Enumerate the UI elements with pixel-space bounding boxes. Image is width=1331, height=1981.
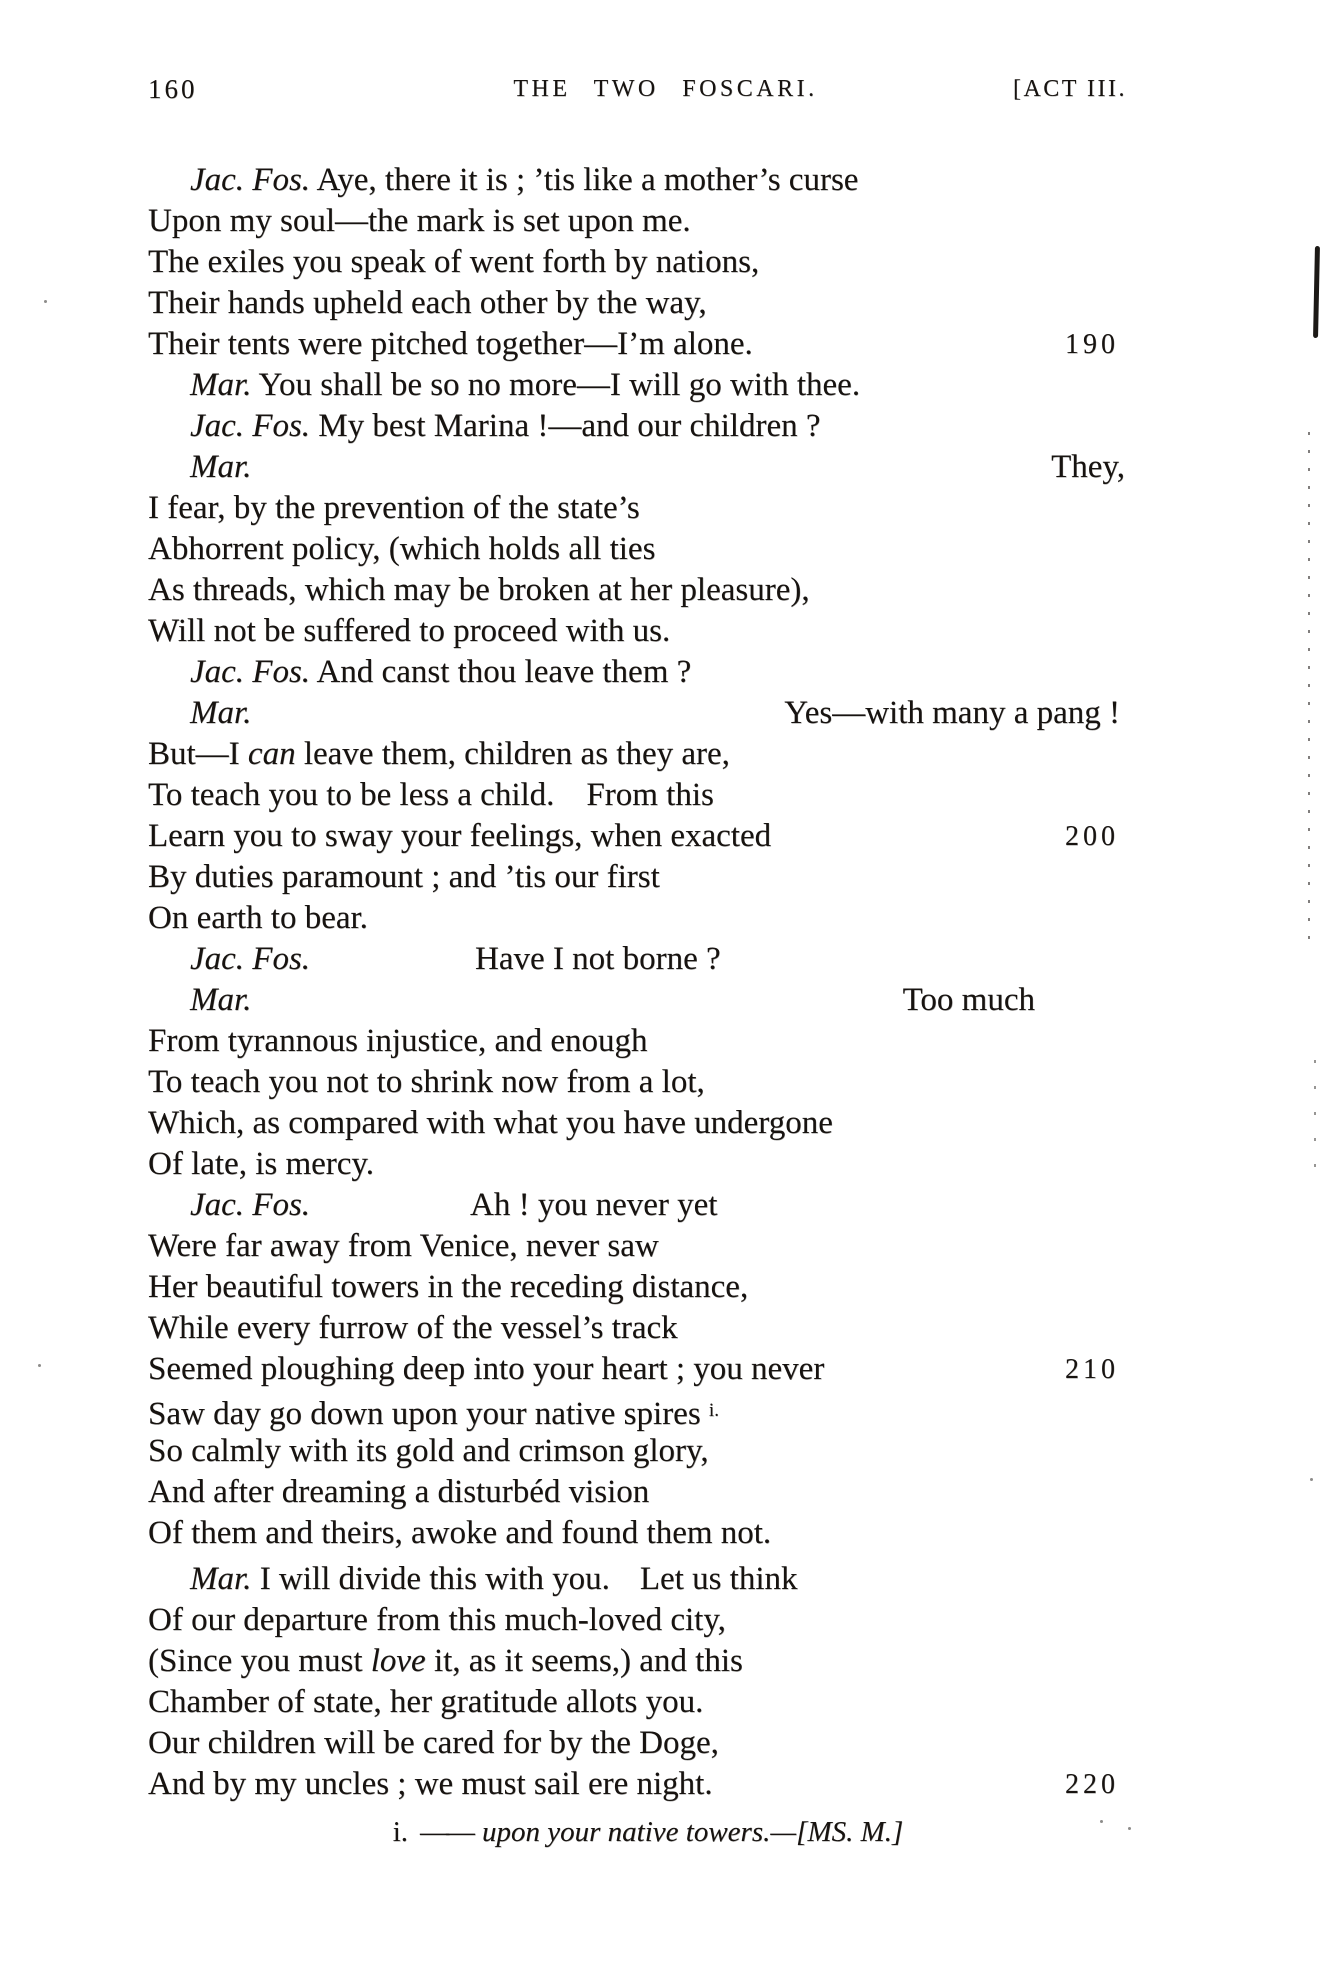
verse-line (148, 816, 1148, 857)
tab-space (554, 804, 586, 805)
verse-line (148, 1431, 1148, 1472)
speaker-label: Mar. (190, 695, 252, 731)
verse-text: Have I not borne ? (475, 941, 721, 977)
tab-space (610, 1588, 640, 1589)
verse-text: From this (586, 777, 714, 813)
verse-line (148, 1723, 1148, 1764)
verse-text: And canst thou leave them ? (310, 654, 692, 690)
verse-text: To teach you not to shrink now from a lot, (148, 1064, 705, 1100)
verse-text: Chamber of state, her gratitude allots you. (148, 1684, 704, 1720)
speaker-label: Jac. Fos. (190, 162, 311, 198)
verse-text-right: They, (1051, 449, 1125, 485)
verse-text: While every furrow of the vessel’s track (148, 1310, 678, 1346)
scan-artifact (44, 300, 47, 303)
speaker-label: Jac. Fos. (190, 941, 311, 977)
verse-line (148, 980, 1148, 1021)
verse-text: Let us think (639, 1561, 798, 1597)
footnote-dash: —— (420, 1816, 473, 1848)
tab-space (310, 968, 475, 969)
scan-artifact (1313, 246, 1320, 338)
tab-space (310, 1214, 470, 1215)
verse-text: Ah ! you never yet (470, 1187, 718, 1223)
speaker-label: Mar. (190, 982, 252, 1018)
verse-text: Of late, is mercy. (148, 1146, 375, 1182)
verse-line (148, 201, 1148, 242)
verse-line (148, 406, 1148, 447)
verse-text: Of our departure from this much-loved city, (148, 1602, 726, 1638)
verse-text: Seemed ploughing deep into your heart ; you never (148, 1351, 825, 1387)
verse-text: From tyrannous injustice, and enough (148, 1023, 648, 1059)
scan-artifact (1100, 1820, 1103, 1823)
scan-artifact (38, 1364, 41, 1367)
verse-text: And after dreaming a disturbéd vision (148, 1474, 650, 1510)
verse-text: Were far away from Venice, never saw (148, 1228, 659, 1264)
verse-line (148, 693, 1148, 734)
verse-text: By duties paramount ; and ’tis our first (148, 859, 660, 895)
speaker-label: Mar. (190, 1561, 252, 1597)
verse-text: Upon my soul—the mark is set upon me. (148, 203, 691, 239)
verse-text-right: Too much (902, 982, 1035, 1018)
verse-line (148, 1185, 1148, 1226)
verse-text: Our children will be cared for by the Doge, (148, 1725, 719, 1761)
verse-text: Their tents were pitched together—I’m alone. (148, 326, 753, 362)
verse-line (148, 1267, 1148, 1308)
verse-text: Learn you to sway your feelings, when exacted (148, 818, 772, 854)
line-number: 210 (1065, 1354, 1119, 1385)
verse-line (148, 1103, 1148, 1144)
speaker-label: Jac. Fos. (190, 654, 311, 690)
verse-line (148, 283, 1148, 324)
footnote-reference: i. (708, 1400, 719, 1421)
verse-text: And by my uncles ; we must sail ere night. (148, 1766, 713, 1802)
verse-line (148, 529, 1148, 570)
verse-line (148, 447, 1148, 488)
verse-text: I will divide this with you. (251, 1561, 610, 1597)
verse-line (148, 1308, 1148, 1349)
scan-artifact (1310, 1478, 1313, 1481)
verse-text: (Since you must (148, 1643, 371, 1679)
footnote-text: upon your native towers. (482, 1816, 771, 1848)
verse-text: Saw day go down upon your native spires (148, 1396, 709, 1432)
verse-text: Her beautiful towers in the receding distance, (148, 1269, 749, 1305)
verse-text: Abhorrent policy, (which holds all ties (148, 531, 656, 567)
speaker-label: Jac. Fos. (190, 408, 311, 444)
footnote (148, 1816, 1148, 1849)
verse-line (148, 570, 1148, 611)
verse-text: I fear, by the prevention of the state’s (148, 490, 640, 526)
verse-line (148, 734, 1148, 775)
verse-text: But—I (148, 736, 248, 772)
verse-text: Will not be suffered to proceed with us. (148, 613, 671, 649)
verse-line (148, 1600, 1148, 1641)
verse-line (148, 1472, 1148, 1513)
verse-text: On earth to bear. (148, 900, 368, 936)
verse-line (148, 1062, 1148, 1103)
verse-line (148, 1682, 1148, 1723)
verse-text: The exiles you speak of went forth by nations, (148, 244, 760, 280)
speaker-label: Mar. (190, 367, 252, 403)
verse-text: can (247, 736, 296, 772)
verse-line (148, 898, 1148, 939)
verse-text: Which, as compared with what you have undergone (148, 1105, 833, 1141)
verse-text: So calmly with its gold and crimson glory, (148, 1433, 709, 1469)
running-title: THE TWO FOSCARI. (513, 76, 818, 102)
speaker-label: Mar. (190, 449, 252, 485)
verse-text: Aye, there it is ; ’tis like a mother’s curse (310, 162, 859, 198)
verse-line (148, 488, 1148, 529)
verse-text: Their hands upheld each other by the way, (148, 285, 707, 321)
verse-text: As threads, which may be broken at her pleasure), (148, 572, 810, 608)
verse-line (148, 1764, 1148, 1805)
verse-line (148, 324, 1148, 365)
verse-line (148, 1390, 1148, 1431)
verse-line (148, 242, 1148, 283)
verse-line (148, 857, 1148, 898)
scan-artifact (1308, 432, 1310, 952)
verse-line (148, 1144, 1148, 1185)
speaker-label: Jac. Fos. (190, 1187, 311, 1223)
verse-text: leave them, children as they are, (295, 736, 730, 772)
verse-text: To teach you to be less a child. (148, 777, 555, 813)
verse-text: it, as it seems,) and this (425, 1643, 743, 1679)
verse-line (148, 939, 1148, 980)
scan-artifact (1128, 1827, 1131, 1830)
verse-line (148, 1349, 1148, 1390)
page-number: 160 (148, 74, 198, 104)
scan-artifact (1314, 1060, 1316, 1170)
verse-line (148, 365, 1148, 406)
verse-text: love (370, 1643, 426, 1679)
verse-line (148, 652, 1148, 693)
footnote-marker: i. (392, 1816, 409, 1848)
verse-text-right: Yes—with many a pang ! (784, 695, 1120, 731)
verse-line (148, 160, 1148, 201)
footnote-source: —[MS. M.] (770, 1816, 904, 1848)
verse-line (148, 775, 1148, 816)
verse-line (148, 1513, 1148, 1554)
verse-text: You shall be so no more—I will go with thee. (251, 367, 861, 403)
verse-line (148, 611, 1148, 652)
verse-text: My best Marina !—and our children ? (310, 408, 821, 444)
line-number: 190 (1065, 329, 1119, 360)
verse-line (148, 1021, 1148, 1062)
verse-line (148, 1559, 1148, 1600)
line-number: 200 (1065, 821, 1119, 852)
verse-line (148, 1641, 1148, 1682)
act-label: [ACT III. (1012, 76, 1127, 102)
verse-line (148, 1226, 1148, 1267)
line-number: 220 (1065, 1769, 1119, 1800)
verse-text-block (148, 160, 1148, 1805)
verse-text: Of them and theirs, awoke and found them not. (148, 1515, 772, 1551)
